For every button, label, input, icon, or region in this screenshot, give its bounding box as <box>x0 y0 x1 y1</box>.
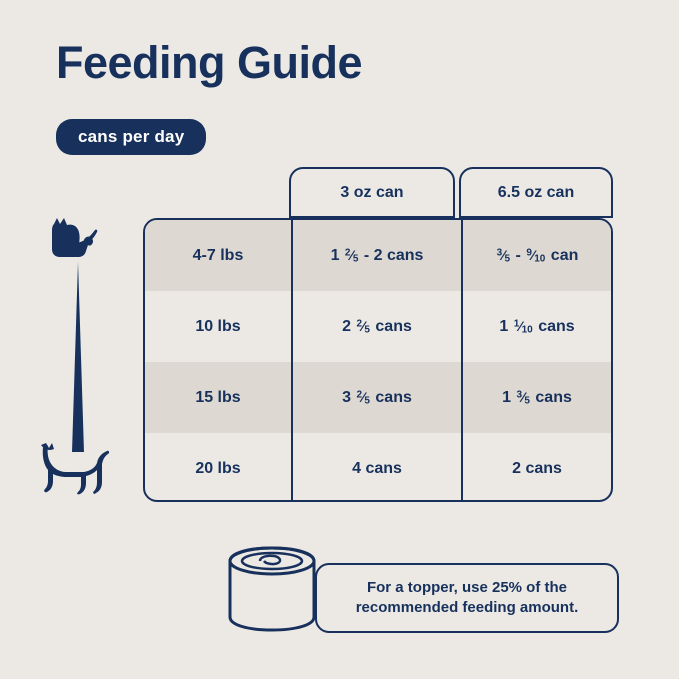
subtitle-pill: cans per day <box>56 119 206 155</box>
fraction-slash: ⁄ <box>531 246 535 263</box>
fraction-numerator: 2 <box>356 318 363 329</box>
fraction <box>526 247 545 265</box>
fraction-denominator: 5 <box>364 395 370 406</box>
cell-weight: 20 lbs <box>195 459 241 477</box>
cell-3oz <box>291 220 461 291</box>
page-title: Feeding Guide <box>56 37 363 88</box>
feeding-table <box>143 167 613 502</box>
fraction-denominator: 5 <box>504 253 511 264</box>
value-suffix: cans <box>538 317 575 335</box>
table-body <box>143 218 613 502</box>
value-suffix: can <box>550 246 579 264</box>
fraction-numerator: 2 <box>344 247 351 258</box>
value-whole: 3 <box>342 388 352 406</box>
fraction-slash: ⁄ <box>502 246 505 263</box>
table-row <box>145 220 611 291</box>
value-whole: 2 <box>342 317 352 335</box>
column-header-65oz: 6.5 oz can <box>459 167 613 218</box>
fraction <box>516 389 529 407</box>
table-row <box>145 433 611 502</box>
fraction-numerator: 1 <box>513 318 520 329</box>
fraction <box>356 389 369 407</box>
cell-weight: 10 lbs <box>195 317 241 335</box>
cell-weight: 4-7 lbs <box>192 246 244 264</box>
cell-3oz <box>291 291 461 362</box>
fraction <box>514 318 533 336</box>
value-whole: 1 <box>499 317 509 335</box>
fraction-slash: ⁄ <box>519 317 522 334</box>
fraction-numerator: 3 <box>516 389 523 400</box>
value-suffix: cans <box>375 388 412 406</box>
value-whole: 1 <box>502 388 512 406</box>
value-suffix: cans <box>535 388 572 406</box>
fraction-denominator: 5 <box>524 395 530 406</box>
fraction-slash: ⁄ <box>362 317 365 334</box>
fraction-slash: ⁄ <box>362 388 365 405</box>
cat-sitting-icon <box>46 218 100 258</box>
value-whole: 1 <box>330 246 340 264</box>
cell-65oz <box>461 362 611 433</box>
fraction <box>356 318 369 336</box>
fraction-denominator: 5 <box>364 324 370 335</box>
cat-food-can-icon <box>222 545 322 633</box>
fraction-denominator: 5 <box>352 253 359 264</box>
fraction-denominator: 10 <box>534 253 546 264</box>
table-row <box>145 291 611 362</box>
cell-3oz <box>291 362 461 433</box>
cell-weight: 15 lbs <box>195 388 241 406</box>
fraction-slash: ⁄ <box>350 246 353 263</box>
fraction-numerator: 3 <box>496 247 503 258</box>
column-header-3oz: 3 oz can <box>289 167 455 218</box>
cat-walking-icon <box>40 443 110 495</box>
value-suffix: - 2 cans <box>363 246 424 264</box>
cell-3oz: 4 cans <box>291 433 461 502</box>
cell-65oz: $^3⁄_5$ - $^9⁄_{10}$ can <box>461 220 611 291</box>
cell-65oz <box>461 291 611 362</box>
topper-note: For a topper, use 25% of the recommended feeding amount. <box>315 563 619 633</box>
fraction <box>497 247 510 265</box>
fraction-denominator: 10 <box>521 324 533 335</box>
growth-wedge-icon <box>66 262 90 452</box>
fraction-numerator: 9 <box>526 247 532 258</box>
value-suffix: cans <box>375 317 412 335</box>
fraction <box>345 247 358 265</box>
fraction-numerator: 2 <box>356 389 363 400</box>
fraction-slash: ⁄ <box>522 388 525 405</box>
cell-65oz: 2 cans <box>461 433 611 502</box>
table-row <box>145 362 611 433</box>
